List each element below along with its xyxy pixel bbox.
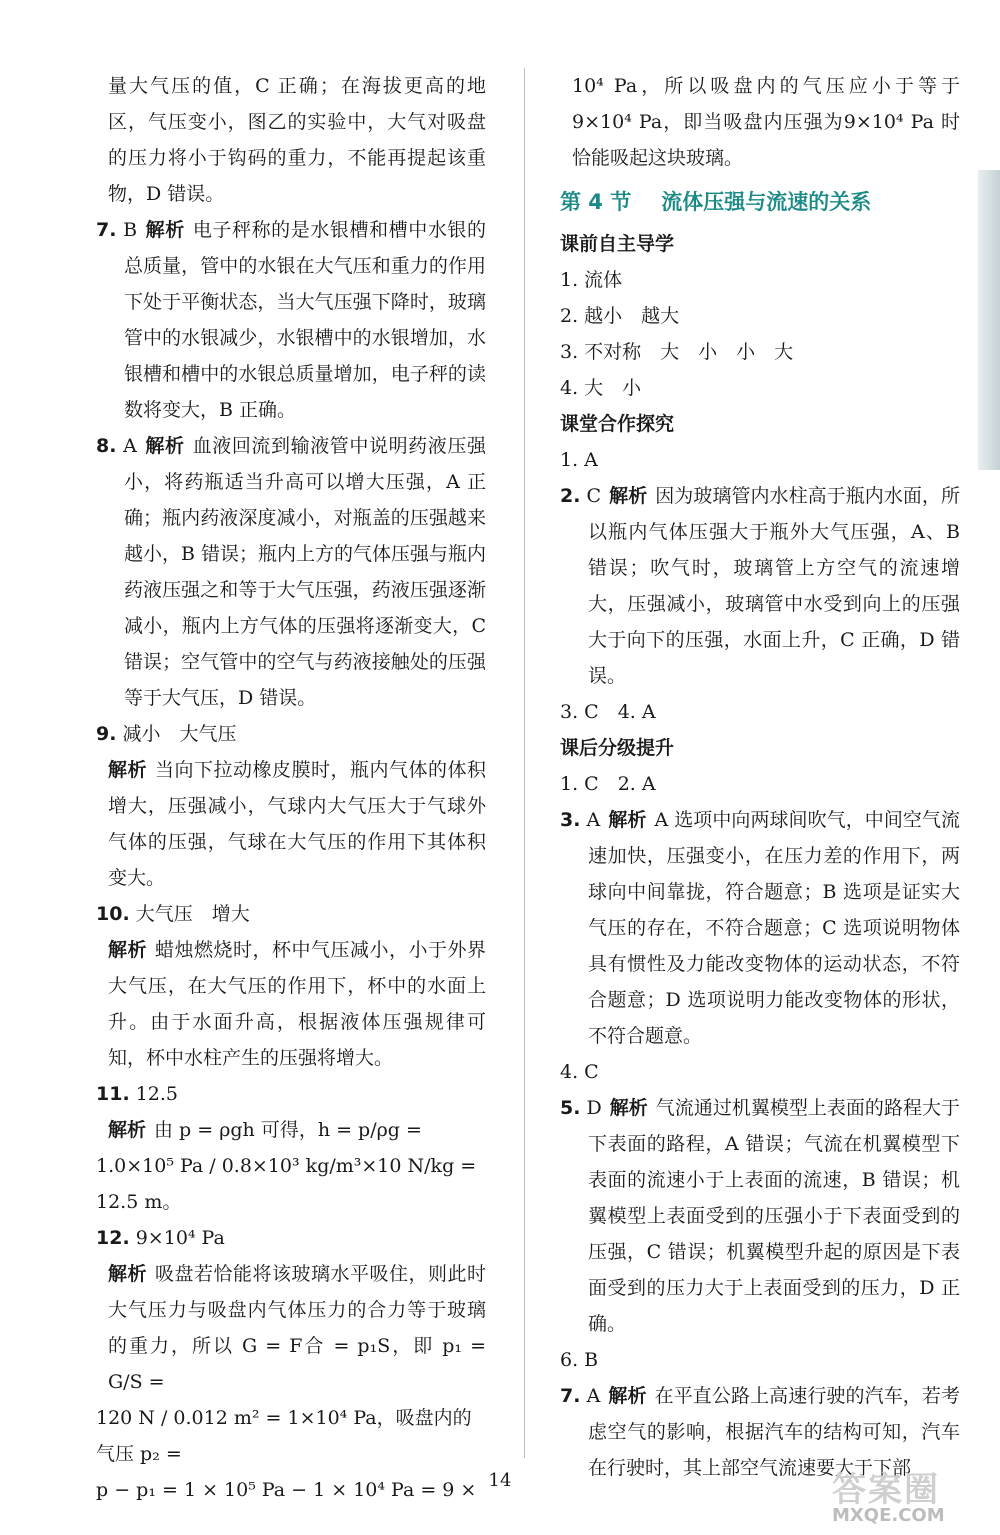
answer-9-explanation: 解析 当向下拉动橡皮膜时，瓶内气体的体积增大，压强减小，气球内大气压大于气球外气体的压强，气球在大气压的作用下其体积变大。 (108, 759, 486, 889)
class-answer-2: 2. C 解析 因为玻璃管内水柱高于瓶内水面，所以瓶内气体压强大于瓶外大气压强，A、B 错误；吹气时，玻璃管上方空气的流速增大，压强减小，玻璃管中水受到向上的压强大于向下的压强，水面上升，C 正确，D 错误。 (560, 485, 960, 687)
answer-8: 8. A 解析 血液回流到输液管中说明药液压强小，将药瓶适当升高可以增大压强，A 正确；瓶内药液深度减小，对瓶盖的压强越来越小，B 错误；瓶内上方的气体压强与瓶内药液压强之和等于大气压强，药液压强逐渐减小，瓶内上方气体的压强将逐渐变大，C 错误；空气管中的空气与药液接触处的压强等于大气压，D 错误。 (96, 435, 487, 709)
answer-11-explanation: 解析 由 p = ρgh 可得，h = p/ρg = (108, 1119, 422, 1141)
left-column (96, 68, 486, 1508)
after-answer-3: 3. A 解析 A 选项中向两球间吹气，中间空气流速加快，压强变小，在压力差的作用下，两球向中间靠拢，符合题意；B 选项是证实大气压的存在，不符合题意；C 选项说明物体具有惯性及力能改变物体的运动状态，不符合题意；D 选项说明力能改变物体的形状，不符合题意。 (560, 809, 960, 1047)
answer-12-formula-2: p − p₁ = 1 × 10⁵ Pa − 1 × 10⁴ Pa = 9 × (96, 1479, 477, 1501)
column-divider (524, 68, 525, 1458)
pre-answer: 3. 不对称 大 小 小 大 (560, 341, 794, 363)
pre-answer: 1. 流体 (560, 269, 623, 291)
answer-12-explanation: 解析 吸盘若恰能将该玻璃水平吸住，则此时大气压力与吸盘内气体压力的合力等于玻璃的重力，所以 G = F合 = p₁S，即 p₁ = G/S = (108, 1263, 486, 1393)
after-answer-4: 4. C (560, 1061, 599, 1083)
page-edge-tab (978, 170, 1000, 470)
carry-over-text: 10⁴ Pa，所以吸盘内的气压应小于等于 9×10⁴ Pa，即当吸盘内压强为9×10⁴ Pa 时恰能吸起这块玻璃。 (572, 75, 960, 169)
after-answer-1-2: 1. C 2. A (560, 773, 656, 795)
subheading-after-class: 课后分级提升 (560, 737, 675, 759)
after-answer-5: 5. D 解析 气流通过机翼模型上表面的路程大于下表面的路程，A 错误；气流在机翼模型下表面的流速小于上表面的流速，B 错误；机翼模型上表面受到的压强小于下表面受到的压强，C 错误；机翼模型升起的原因是下表面受到的压力大于上表面受到的压力，D 正确。 (560, 1097, 960, 1335)
pre-answer: 2. 越小 越大 (560, 305, 680, 327)
class-answer-3-4: 3. C 4. A (560, 701, 656, 723)
subheading-class-inquiry: 课堂合作探究 (560, 413, 675, 435)
answer-7: 7. B 解析 电子秤称的是水银槽和槽中水银的总质量，管中的水银在大气压和重力的作用下处于平衡状态，当大气压强下降时，玻璃管中的水银减少，水银槽中的水银增加，水银槽和槽中的水银总质量增加，电子秤的读数将变大，B 正确。 (96, 219, 486, 421)
watermark-logo: 答案圈 MXQE.COM (832, 1470, 945, 1526)
answer-12-formula-1: 120 N / 0.012 m² = 1×10⁴ Pa，吸盘内的气压 p₂ = (96, 1407, 472, 1465)
after-answer-7: 7. A 解析 在平直公路上高速行驶的汽车，若考虑空气的影响，根据汽车的结构可知，汽车在行驶时，其上部空气流速要大于下部 (560, 1385, 960, 1479)
answer-12: 12. 9×10⁴ Pa (96, 1227, 225, 1249)
page-number: 14 (488, 1470, 512, 1491)
answer-10: 10. 大气压 增大 (96, 903, 250, 925)
carry-over-text: 量大气压的值，C 正确；在海拔更高的地区，气压变小，图乙的实验中，大气对吸盘的压力将小于钩码的重力，不能再提起该重物，D 错误。 (108, 75, 486, 205)
section-heading: 第 4 节 流体压强与流速的关系 (560, 190, 872, 214)
answer-11: 11. 12.5 (96, 1083, 179, 1105)
answer-11-formula: 1.0×10⁵ Pa / 0.8×10³ kg/m³×10 N/kg = 12.5 m。 (96, 1155, 477, 1213)
right-column (560, 68, 960, 1486)
answer-10-explanation: 解析 蜡烛燃烧时，杯中气压减小，小于外界大气压，在大气压的作用下，杯中的水面上升。由于水面升高，根据液体压强规律可知，杯中水柱产生的压强将增大。 (108, 939, 486, 1069)
after-answer-6: 6. B (560, 1349, 599, 1371)
subheading-pre-study: 课前自主导学 (560, 233, 675, 255)
answer-9: 9. 减小 大气压 (96, 723, 237, 745)
class-answer-1: 1. A (560, 449, 598, 471)
pre-answer: 4. 大 小 (560, 377, 642, 399)
